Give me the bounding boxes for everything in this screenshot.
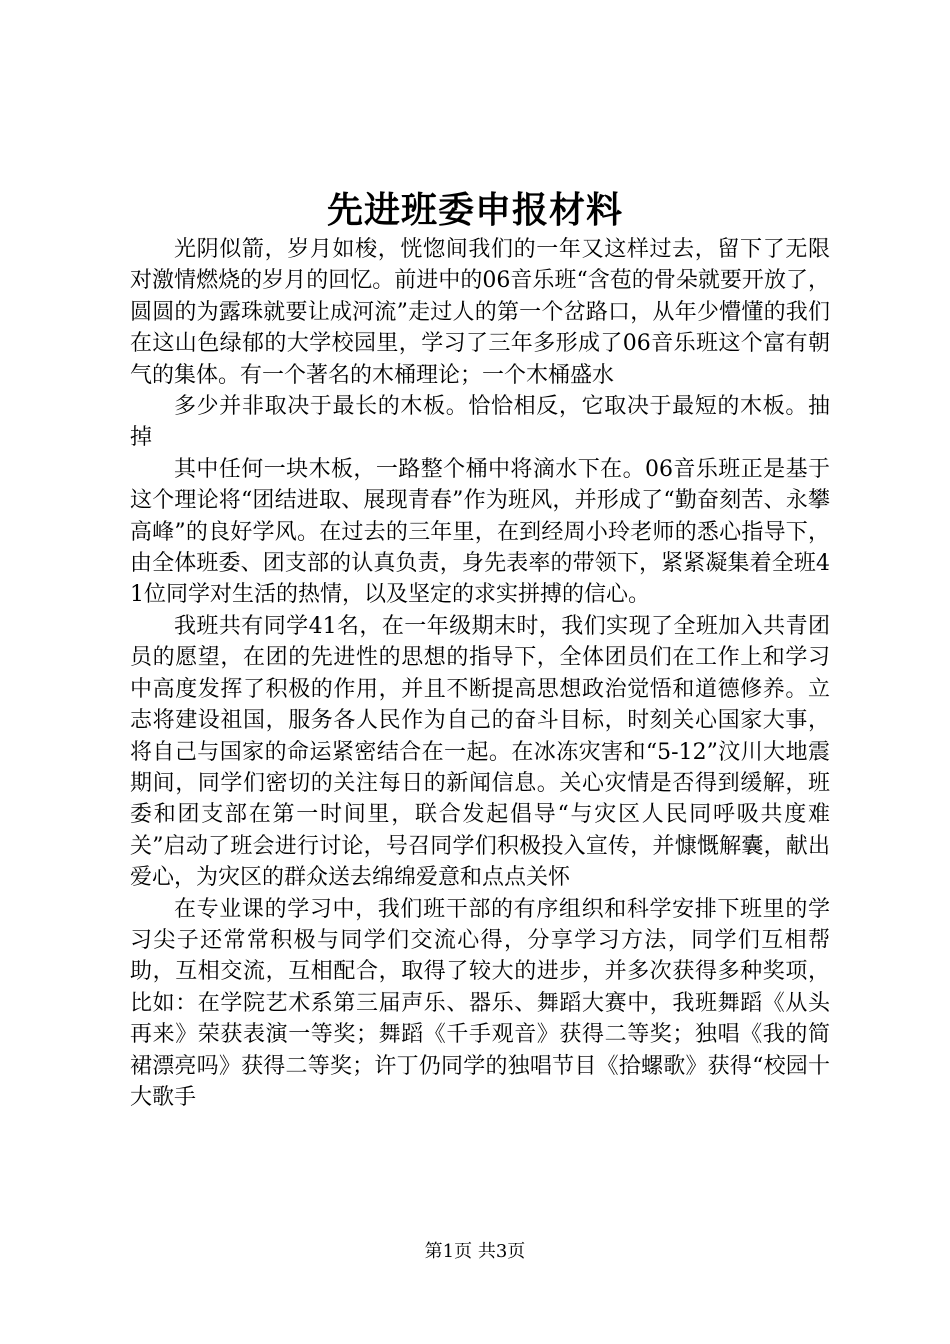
document-title: 先进班委申报材料 xyxy=(326,189,623,231)
paragraph: 光阴似箭，岁月如梭，恍惚间我们的一年又这样过去，留下了无限对激情燃烧的岁月的回忆。前进中的06音乐班“含苞的骨朵就要开放了，圆圆的为露珠就要让成河流”走过人的第一个岔路口，从年少懵懂的我们在这山色绿郁的大学校园里，学习了三年多形成了06音乐班这个富有朝气的集体。有一个著名的木桶理论；一个木桶盛水 xyxy=(130,237,830,388)
document-body xyxy=(130,234,830,1113)
page-number-footer: 第1页 共3页 xyxy=(424,1241,526,1262)
paragraph: 多少并非取决于最长的木板。恰恰相反，它取决于最短的木板。抽掉 xyxy=(130,394,830,451)
paragraph: 在专业课的学习中，我们班干部的有序组织和科学安排下班里的学习尖子还常常积极与同学们交流心得，分享学习方法，同学们互相帮助，互相交流，互相配合，取得了较大的进步，并多次获得多种奖项，比如：在学院艺术系第三届声乐、器乐、舞蹈大赛中，我班舞蹈《从头再来》荣获表演一等奖；舞蹈《千手观音》获得二等奖；独唱《我的简裙漂亮吗》获得二等奖；许丁仍同学的独唱节目《拾螺歌》获得“校园十大歌手 xyxy=(130,896,830,1110)
paragraph: 我班共有同学41名，在一年级期末时，我们实现了全班加入共青团员的愿望，在团的先进性的思想的指导下，全体团员们在工作上和学习中高度发挥了积极的作用，并且不断提高思想政治觉悟和道德修养。立志将建设祖国，服务各人民作为自己的奋斗目标，时刻关心国家大事，将自己与国家的命运紧密结合在一起。在冰冻灾害和“5-12”汶川大地震期间，同学们密切的关注每日的新闻信息。关心灾情是否得到缓解，班委和团支部在第一时间里，联合发起倡导“与灾区人民同呼吸共度难关”启动了班会进行讨论，号召同学们积极投入宣传，并慷慨解囊，献出爱心，为灾区的群众送去绵绵爱意和点点关怀 xyxy=(130,613,830,891)
paragraph: 其中任何一块木板，一路整个桶中将滴水下在。06音乐班正是基于这个理论将“团结进取、展现青春”作为班风，并形成了“勤奋刻苦、永攀高峰”的良好学风。在过去的三年里，在到经周小玲老师的悉心指导下，由全体班委、团支部的认真负责，身先表率的带领下，紧紧凝集着全班41位同学对生活的热情，以及坚定的求实拼搏的信心。 xyxy=(130,456,830,608)
